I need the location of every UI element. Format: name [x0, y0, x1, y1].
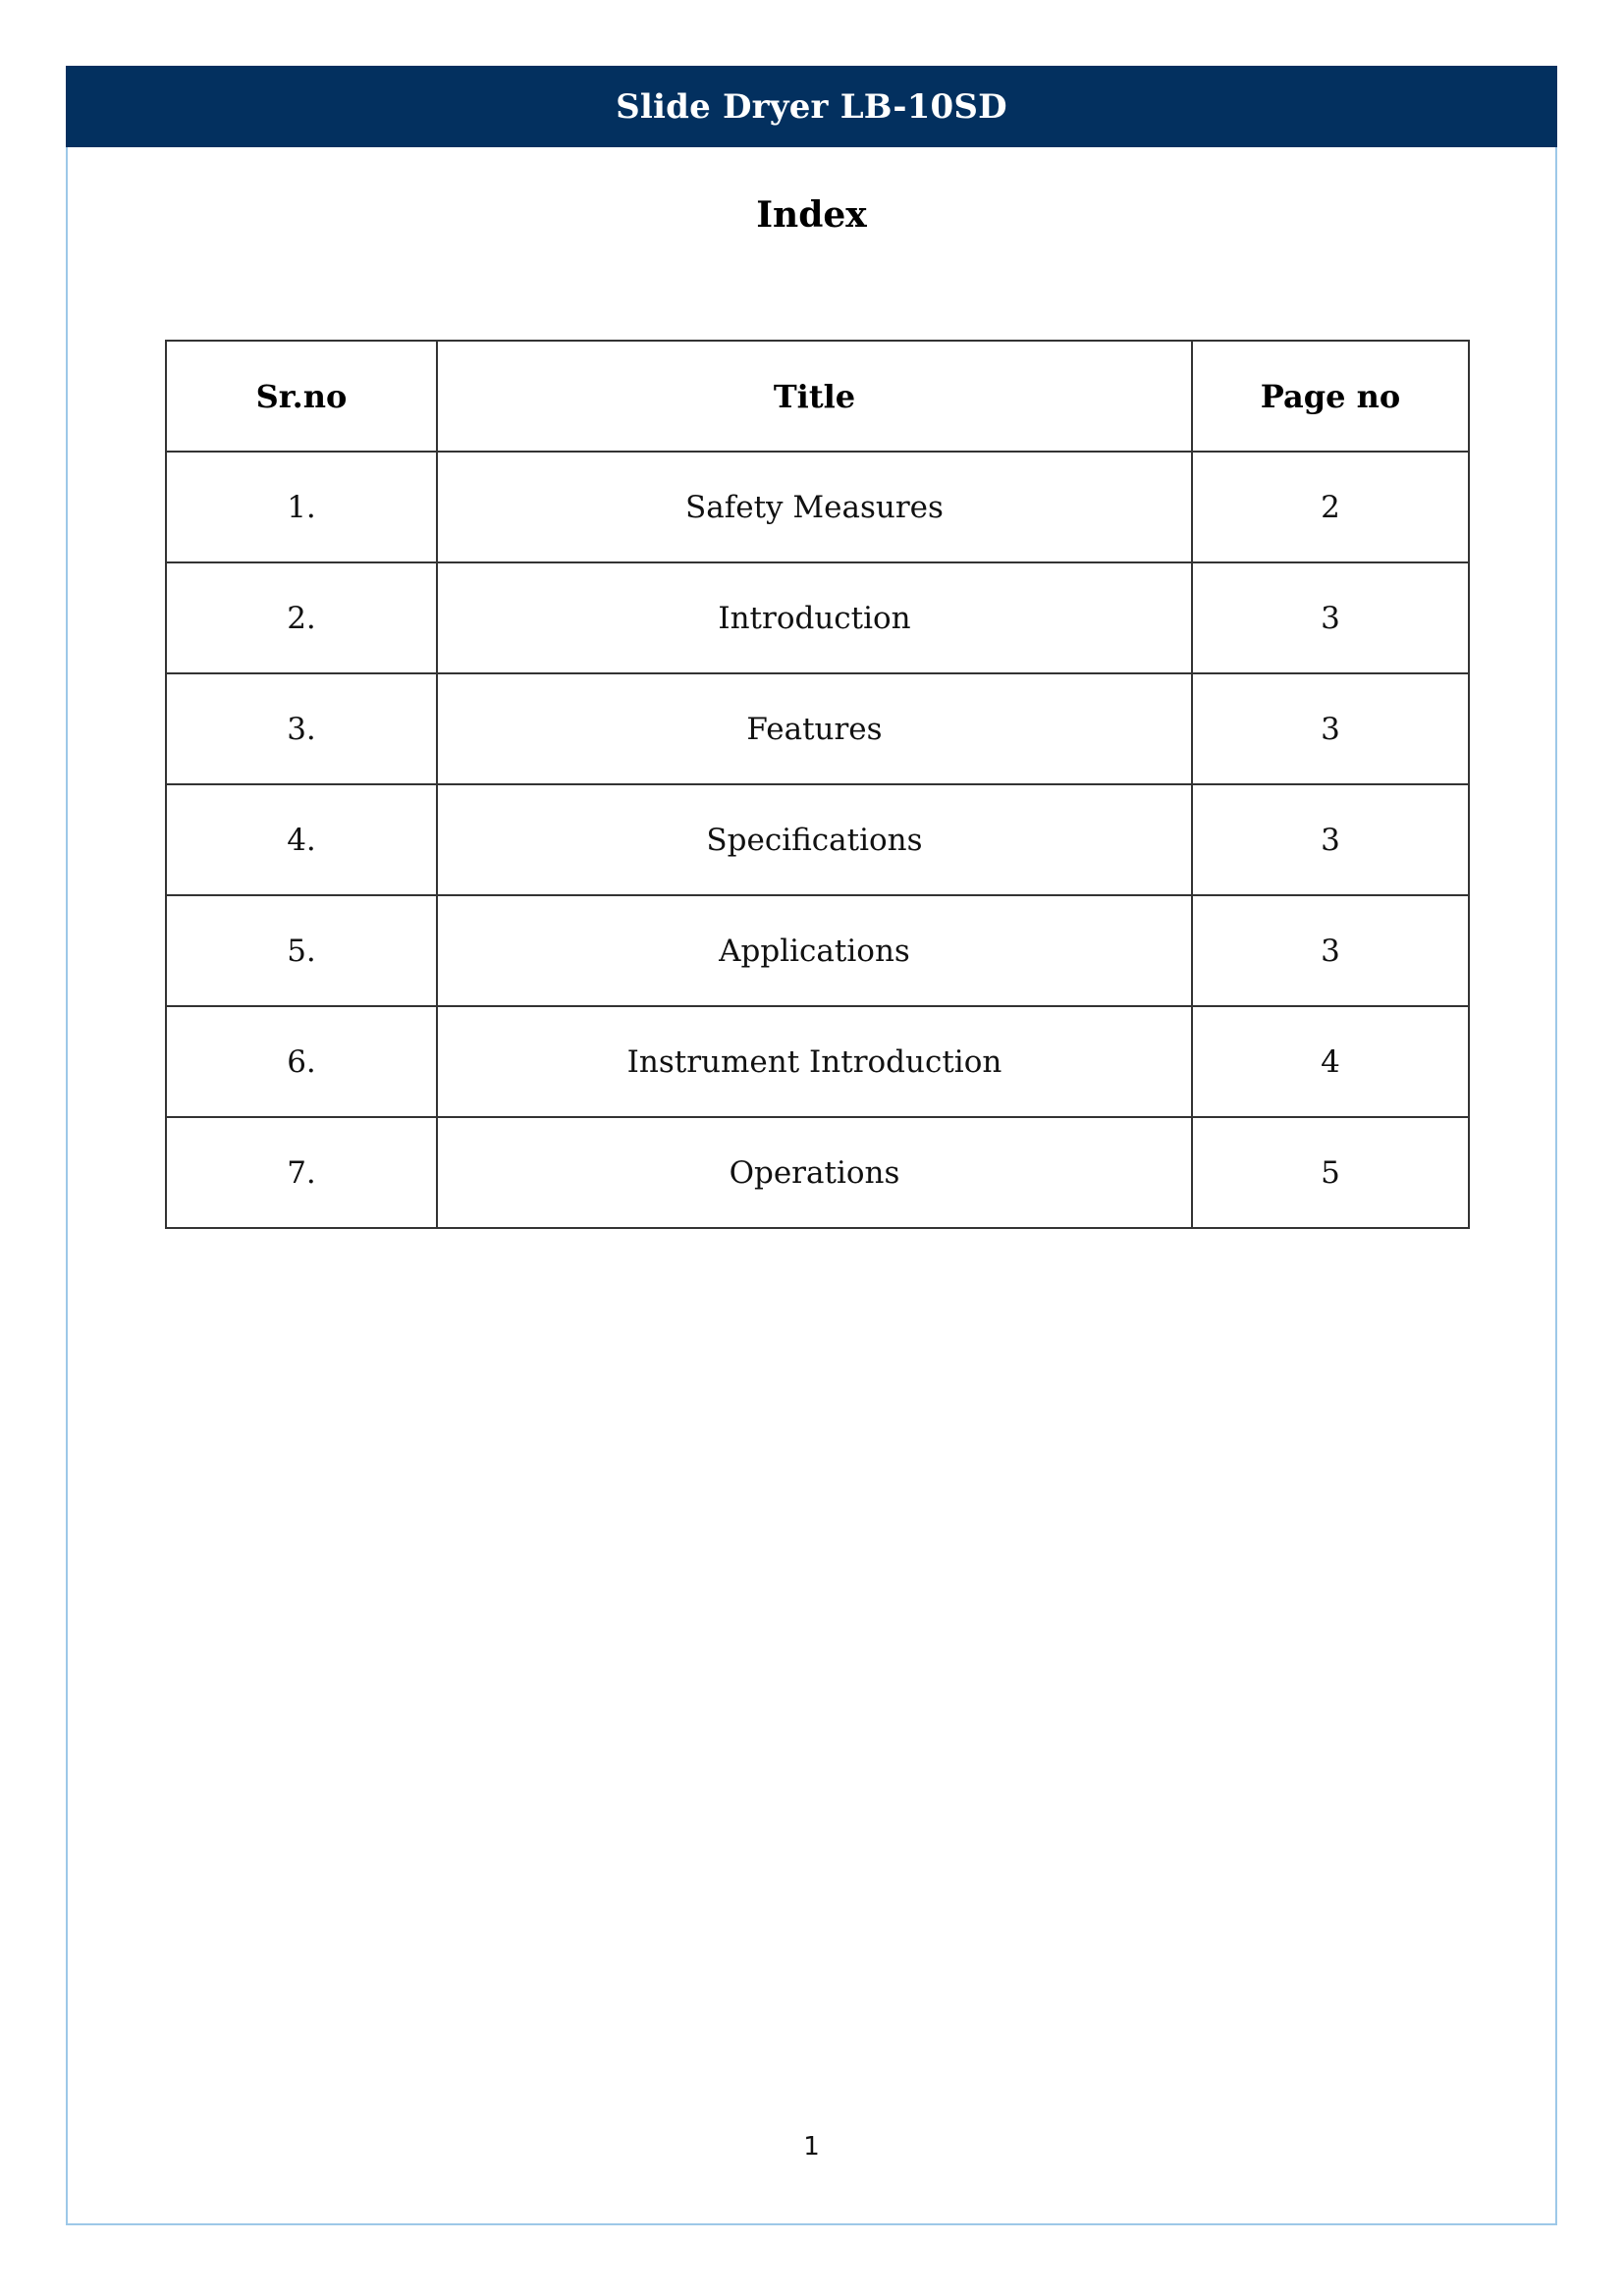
- column-header-sr-no: Sr.no: [166, 341, 437, 452]
- table-row: [166, 1006, 1469, 1117]
- row-page-no: 3: [1192, 784, 1469, 895]
- row-page-no: 4: [1192, 1006, 1469, 1117]
- table-row: [166, 895, 1469, 1006]
- row-title: Safety Measures: [437, 452, 1192, 562]
- row-title: Introduction: [437, 562, 1192, 673]
- row-sr-no: 5.: [166, 895, 437, 1006]
- column-header-page-no: Page no: [1192, 341, 1469, 452]
- row-page-no: 5: [1192, 1117, 1469, 1228]
- table-row: [166, 452, 1469, 562]
- table-row: [166, 562, 1469, 673]
- index-table: [165, 340, 1470, 1229]
- row-sr-no: 2.: [166, 562, 437, 673]
- row-sr-no: 1.: [166, 452, 437, 562]
- row-title: Applications: [437, 895, 1192, 1006]
- table-row: [166, 1117, 1469, 1228]
- row-sr-no: 3.: [166, 673, 437, 784]
- row-page-no: 3: [1192, 562, 1469, 673]
- row-page-no: 2: [1192, 452, 1469, 562]
- row-sr-no: 7.: [166, 1117, 437, 1228]
- page-number: 1: [803, 2132, 820, 2162]
- row-page-no: 3: [1192, 895, 1469, 1006]
- row-title: Operations: [437, 1117, 1192, 1228]
- row-sr-no: 4.: [166, 784, 437, 895]
- document-title: Slide Dryer LB-10SD: [616, 86, 1007, 127]
- index-heading: Index: [756, 194, 867, 236]
- row-title: Features: [437, 673, 1192, 784]
- table-row: [166, 673, 1469, 784]
- row-sr-no: 6.: [166, 1006, 437, 1117]
- table-row: [166, 784, 1469, 895]
- document-header: [66, 66, 1557, 147]
- row-page-no: 3: [1192, 673, 1469, 784]
- table-header-row: [166, 341, 1469, 452]
- row-title: Instrument Introduction: [437, 1006, 1192, 1117]
- row-title: Specifications: [437, 784, 1192, 895]
- column-header-title: Title: [437, 341, 1192, 452]
